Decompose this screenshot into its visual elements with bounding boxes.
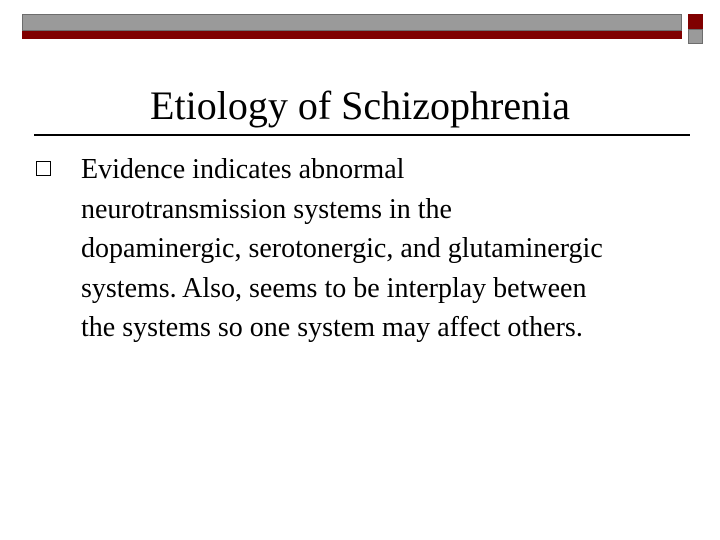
slide-title: Etiology of Schizophrenia: [150, 83, 570, 128]
corner-square-maroon: [688, 14, 703, 29]
bullet-text-line: the systems so one system may affect others.: [81, 312, 583, 343]
hollow-square-bullet-icon: [36, 161, 51, 176]
bullet-item: [36, 150, 676, 348]
bullet-text-line: systems. Also, seems to be interplay between: [81, 272, 587, 304]
title-divider: [34, 134, 690, 136]
header-band: [22, 14, 682, 31]
corner-square-gray: [688, 29, 703, 44]
bullet-list: [36, 150, 676, 348]
header-accent-stripe: [22, 31, 682, 39]
bullet-text-line: dopaminergic, serotonergic, and glutaminergic: [81, 233, 603, 264]
bullet-text-line: neurotransmission systems in the: [81, 193, 452, 225]
bullet-text-line: Evidence indicates abnormal: [81, 154, 405, 185]
